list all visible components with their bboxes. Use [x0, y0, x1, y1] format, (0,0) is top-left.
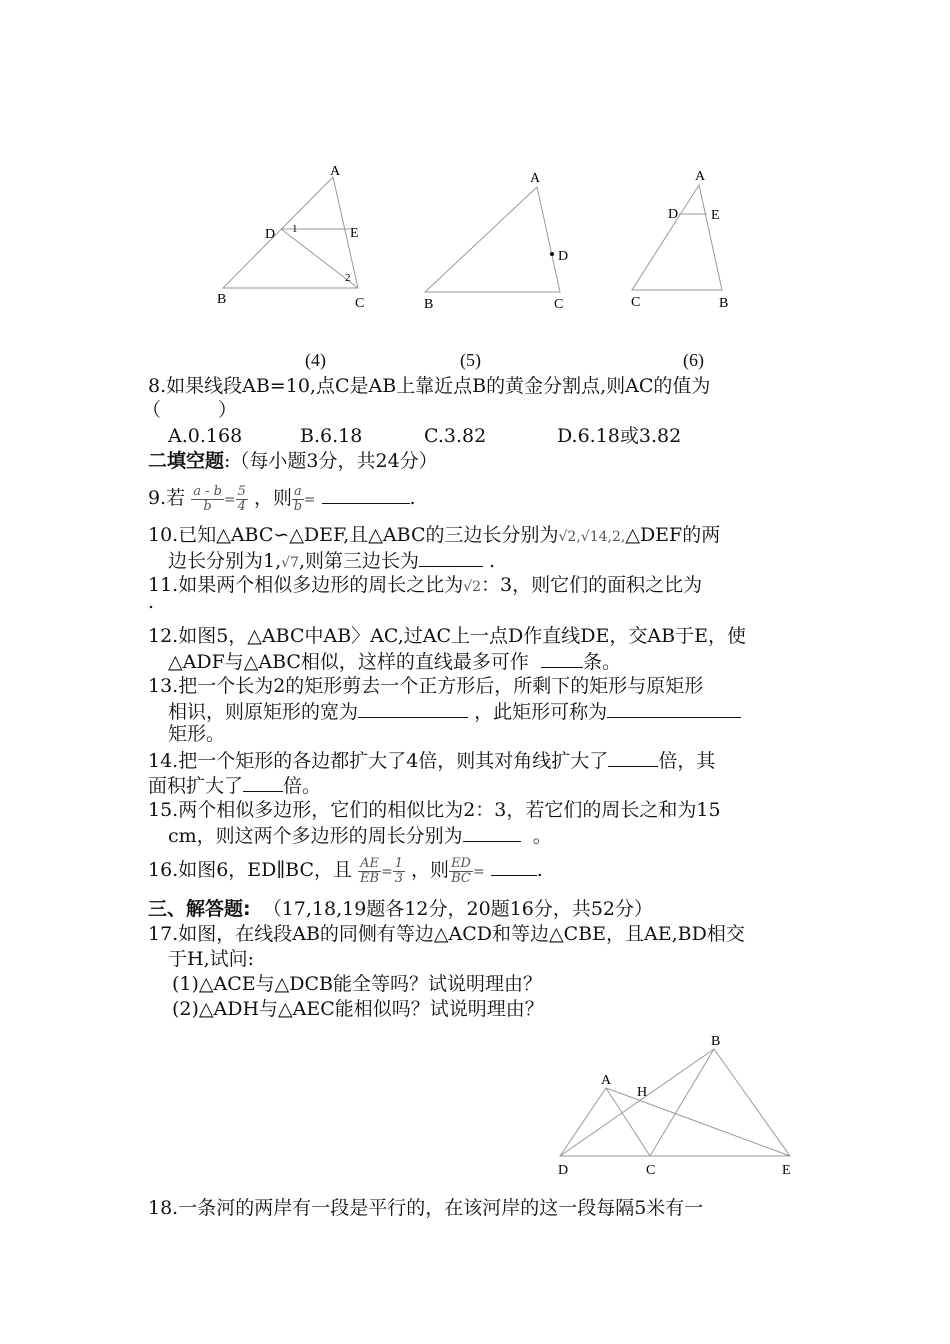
q10-sides: √2,√14,2, [558, 529, 626, 545]
section-3-note: （17,18,19题各12分，20题16分，共52分） [262, 898, 654, 920]
figure-4 [205, 155, 385, 315]
q12-answer-blank[interactable] [541, 649, 583, 668]
q12-line2 [168, 649, 621, 674]
q14-line2 [148, 773, 321, 798]
fig4-angle-2: 2 [345, 272, 351, 284]
q14-line1 [148, 748, 715, 773]
fig6-label-b: B [719, 296, 729, 311]
q13-name-blank[interactable] [607, 699, 741, 718]
q16 [148, 850, 543, 892]
q16-f2-den: 3 [394, 870, 403, 886]
q16-f3-num: ED [451, 855, 471, 871]
q14-line2-post: 倍。 [283, 775, 322, 797]
fig4-label-c: C [355, 296, 365, 311]
q9-f3-den: b [293, 498, 303, 514]
fig4-label-a: A [330, 164, 341, 179]
fig5-label-d: D [558, 249, 569, 264]
section-3-title: 三、解答题: [148, 898, 251, 920]
q9-eq: = [223, 492, 236, 508]
fig6-label-c: C [631, 295, 641, 310]
q16-f1-num: AE [360, 855, 379, 871]
q9-fraction-2 [236, 485, 248, 514]
q14-line1-pre: 14.把一个矩形的各边都扩大了4倍，则其对角线扩大了 [148, 750, 609, 772]
q18-line1: 18.一条河的两岸有一段是平行的，在该河岸的这一段每隔5米有一 [148, 1197, 704, 1219]
fig4-angle-1: 1 [292, 223, 298, 235]
q17-line2: 于H,试问: [168, 948, 255, 970]
q13-width-blank[interactable] [358, 699, 468, 718]
q10-line2-pre: 边长分别为1, [168, 550, 282, 572]
q11-end: . [148, 591, 155, 613]
q16-answer-blank[interactable] [491, 857, 537, 876]
q15-line1: 15.两个相似多边形，它们的相似比为2：3，若它们的周长之和为15 [148, 799, 721, 821]
q12-line2-post: 条。 [583, 651, 622, 673]
figure-6 [622, 160, 752, 320]
fig4-caption: (4) [305, 350, 326, 370]
q15-line2 [168, 823, 552, 848]
fig6-label-d: D [668, 207, 679, 222]
fig6-label-e: E [711, 208, 720, 223]
q16-f3-den: BC [451, 870, 471, 886]
q12-line1: 12.如图5，△ABC中AB〉AC,过AC上一点D作直线DE，交AB于E，使 [148, 625, 746, 647]
fig4-label-e: E [350, 226, 359, 241]
q9-pre: 9.若 [148, 487, 186, 509]
fig17-label-a: A [601, 1073, 612, 1088]
q8-text: 8.如果线段AB=10,点C是AB上靠近点B的黄金分割点,则AC的值为 [148, 375, 711, 397]
q13-line1: 13.把一个长为2的矩形剪去一个正方形后，所剩下的矩形与原矩形 [148, 675, 704, 697]
q16-fraction-1 [358, 857, 381, 886]
q14-diag-blank[interactable] [608, 748, 658, 767]
q17-sub2: (2)△ADH与△AEC能相似吗？试说明理由？ [172, 998, 544, 1020]
q17-sub1: (1)△ACE与△DCB能全等吗？试说明理由？ [172, 973, 542, 995]
q17-line1: 17.如图，在线段AB的同侧有等边△ACD和等边△CBE，且AE,BD相交 [148, 923, 745, 945]
q15-answer-blank[interactable] [463, 823, 521, 842]
q10-end: . [489, 550, 496, 572]
fig5-label-b: B [424, 297, 434, 312]
q10-line2-post: ,则第三边长为 [298, 550, 420, 572]
fig5-label-a: A [530, 171, 541, 186]
q11-post: ：3，则它们的面积之比为 [481, 574, 703, 596]
fig6-label-a: A [695, 169, 706, 184]
fig17-label-e: E [782, 1163, 791, 1178]
q8-option-b: B.6.18 [300, 425, 363, 447]
q14-area-blank[interactable] [243, 773, 283, 792]
q15-line2-pre: cm，则这两个多边形的周长分别为 [168, 825, 463, 847]
q9-fraction-1 [191, 485, 224, 514]
fig17-label-h: H [637, 1085, 648, 1100]
fig4-label-d: D [265, 227, 276, 242]
q15-line2-post: 。 [532, 825, 552, 847]
q10-line2 [168, 548, 495, 575]
q9 [148, 478, 416, 520]
fig4-label-b: B [217, 292, 227, 307]
q9-f2-num: 5 [237, 483, 246, 499]
section-2-heading [148, 449, 438, 473]
q11-line [148, 573, 702, 599]
figure-5 [415, 165, 585, 315]
q9-end: . [409, 487, 416, 509]
q8-paren: （ ） [142, 399, 238, 421]
fig17-label-c: C [646, 1163, 656, 1178]
q10-answer-blank[interactable] [419, 548, 483, 567]
q13-line2-pre: 相识，则原矩形的宽为 [168, 701, 359, 723]
q11-root2: √2 [463, 579, 482, 595]
q9-answer-blank[interactable] [322, 485, 410, 504]
q13-line2-mid: ，此矩形可称为 [474, 701, 608, 723]
q10-line1 [148, 523, 720, 549]
q8-option-c: C.3.82 [424, 425, 487, 447]
q16-end: . [536, 859, 543, 881]
q10-line1-pre: 10.已知△ABC∽△DEF,且△ABC的三边长分别为 [148, 524, 559, 546]
q12-line2-pre: △ADF与△ABC相似，这样的直线最多可作 [168, 651, 529, 673]
q13-line3: 矩形。 [168, 723, 226, 745]
q10-root7: √7 [281, 555, 299, 571]
q16-fraction-2 [393, 857, 405, 886]
q16-eq2: = [472, 864, 485, 880]
section-2-note: :（每小题3分，共24分） [224, 450, 438, 472]
fig5-point-d [550, 252, 554, 256]
fig5-label-c: C [554, 297, 564, 312]
section-3-heading [148, 897, 653, 921]
q9-fraction-3 [292, 485, 304, 514]
q9-mid: ，则 [253, 487, 292, 509]
q9-f3-num: a [294, 483, 302, 499]
q8-option-a: A.0.168 [168, 425, 243, 447]
q9-eq2: = [303, 492, 316, 508]
q16-mid: ，则 [411, 859, 450, 881]
fig17-label-b: B [711, 1034, 721, 1049]
q11-pre: 11.如果两个相似多边形的周长之比为 [148, 574, 464, 596]
q14-line1-post: 倍，其 [658, 750, 716, 772]
figure-17 [548, 1028, 808, 1183]
q16-f1-den: EB [360, 870, 380, 886]
q14-line2-pre: 面积扩大了 [148, 775, 244, 797]
q10-line1-post: △DEF的两 [625, 524, 721, 546]
q9-f2-den: 4 [237, 498, 246, 514]
q16-fraction-3 [449, 857, 473, 886]
q8-option-d: D.6.18或3.82 [557, 425, 682, 447]
q13-line2 [168, 699, 741, 724]
fig5-caption: (5) [460, 350, 481, 370]
fig6-caption: (6) [683, 350, 704, 370]
q16-pre: 16.如图6，ED∥BC，且 [148, 859, 353, 881]
q16-f2-num: 1 [394, 855, 403, 871]
q9-f1-den: b [203, 498, 212, 514]
q16-eq: = [380, 864, 393, 880]
fig17-label-d: D [558, 1163, 569, 1178]
section-2-title: 二填空题 [148, 450, 225, 472]
q9-f1-num: a - b [193, 483, 222, 499]
